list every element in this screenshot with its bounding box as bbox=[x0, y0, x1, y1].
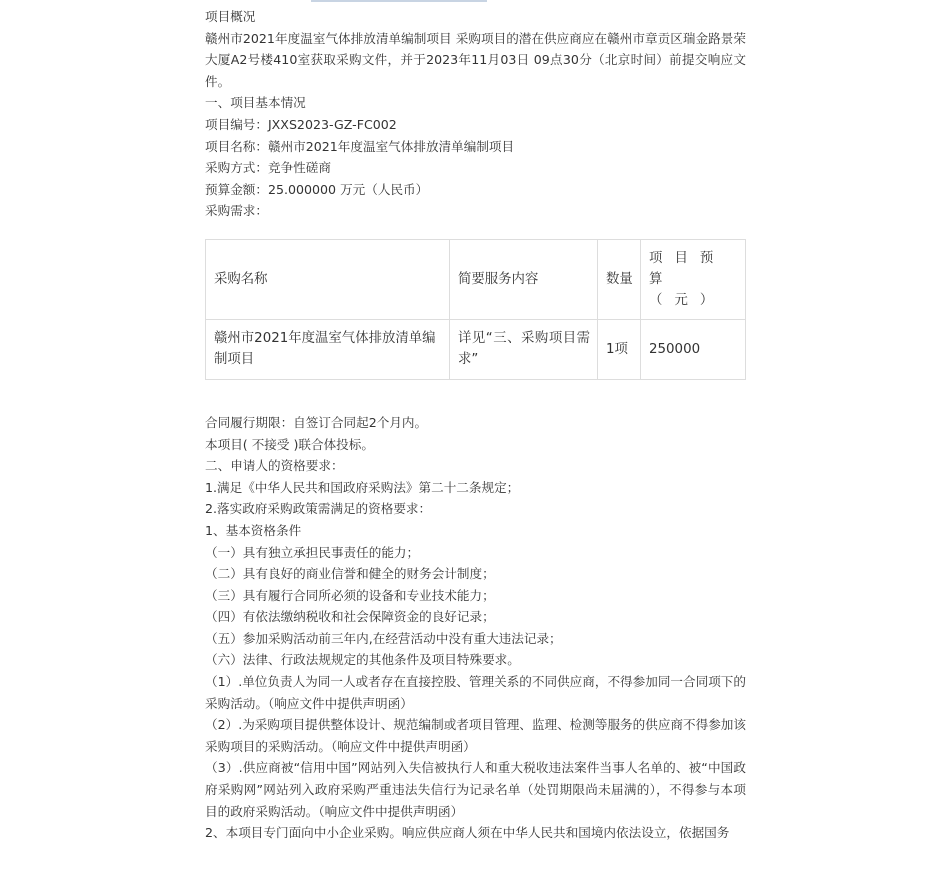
special-requirement: （2）.为采购项目提供整体设计、规范编制或者项目管理、监理、检测等服务的供应商不得参加该采购项目的采购活动。（响应文件中提供声明函） bbox=[205, 717, 746, 754]
condition-item: （一）具有独立承担民事责任的能力； bbox=[205, 544, 420, 560]
procurement-method: 采购方式：竞争性磋商 bbox=[205, 160, 331, 176]
project-number: 项目编号：JXXS2023-GZ-FC002 bbox=[205, 116, 397, 132]
special-requirement: （1）.单位负责人为同一人或者存在直接控股、管理关系的不同供应商，不得参加同一合同项下的采购活动。（响应文件中提供声明函） bbox=[205, 674, 746, 711]
condition-item: （三）具有履行合同所必须的设备和专业技术能力； bbox=[205, 587, 495, 603]
condition-item: （四）有依法缴纳税收和社会保障资金的良好记录； bbox=[205, 609, 495, 625]
project-name: 项目名称：赣州市2021年度温室气体排放清单编制项目 bbox=[205, 138, 515, 154]
top-divider bbox=[311, 0, 487, 2]
procurement-demand-label: 采购需求： bbox=[205, 203, 268, 219]
consortium-note: 本项目( 不接受 )联合体投标。 bbox=[205, 436, 374, 452]
condition-item: （六）法律、行政法规规定的其他条件及项目特殊要求。 bbox=[205, 652, 520, 668]
cell-quantity: 1项 bbox=[598, 319, 641, 379]
cell-budget: 250000 bbox=[641, 319, 746, 379]
condition-item: （二）具有良好的商业信誉和健全的财务会计制度； bbox=[205, 566, 495, 582]
table-header-row bbox=[206, 239, 746, 319]
qualifications-heading: 二、申请人的资格要求： bbox=[205, 458, 344, 474]
cell-name: 赣州市2021年度温室气体排放清单编制项目 bbox=[206, 319, 450, 379]
budget-amount: 预算金额：25.000000 万元（人民币） bbox=[205, 181, 429, 197]
basic-conditions-heading: 1、基本资格条件 bbox=[205, 522, 302, 538]
overview-heading: 项目概况 bbox=[205, 9, 256, 24]
header-content: 简要服务内容 bbox=[450, 239, 598, 319]
header-name: 采购名称 bbox=[206, 239, 450, 319]
basic-info-heading: 一、项目基本情况 bbox=[205, 95, 306, 111]
qualification-item-1: 1.满足《中华人民共和国政府采购法》第二十二条规定； bbox=[205, 479, 520, 495]
procurement-table bbox=[205, 239, 746, 380]
special-requirement: （3）.供应商被“信用中国”网站列入失信被执行人和重大税收违法案件当事人名单的、被“中国政府采购网”网站列入政府采购严重违法失信行为记录名单（处罚期限尚未届满的），不得参与本项目的政府采购活动。（响应文件中提供声明函） bbox=[205, 760, 746, 819]
condition-item: （五）参加采购活动前三年内,在经营活动中没有重大违法记录； bbox=[205, 630, 562, 646]
header-quantity: 数量 bbox=[598, 239, 641, 319]
header-budget: 项目预算（元） bbox=[641, 239, 746, 319]
contract-period: 合同履行期限：自签订合同起2个月内。 bbox=[205, 414, 428, 430]
cell-content: 详见“三、采购项目需求” bbox=[450, 319, 598, 379]
sme-requirement: 2、本项目专门面向中小企业采购。响应供应商人须在中华人民共和国境内依法设立，依据国务 bbox=[205, 825, 730, 841]
announcement-body bbox=[205, 6, 746, 844]
overview-intro: 赣州市2021年度温室气体排放清单编制项目 采购项目的潜在供应商应在赣州市章贡区瑞金路景荣大厦A2号楼410室获取采购文件，并于2023年11月03日 09点30分（北京时间）前提交响应文件。 bbox=[205, 30, 746, 89]
table-row bbox=[206, 319, 746, 379]
qualification-item-2: 2.落实政府采购政策需满足的资格要求： bbox=[205, 501, 432, 517]
